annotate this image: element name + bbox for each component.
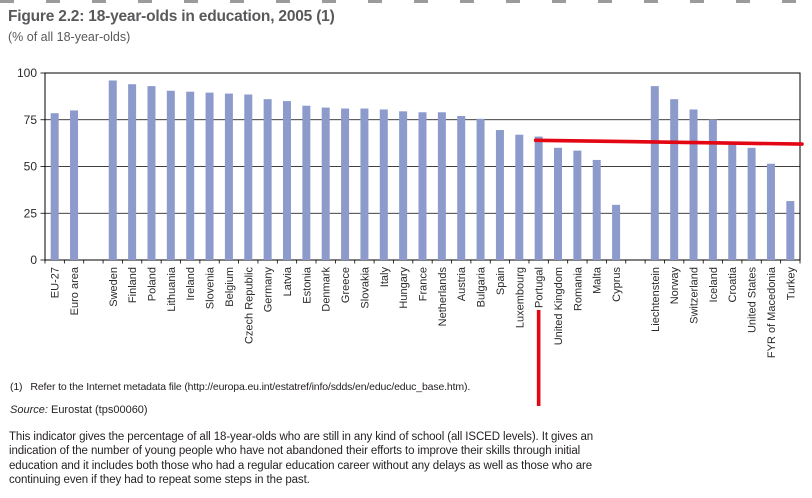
figure-subtitle: (% of all 18-year-olds) <box>8 30 131 44</box>
footnote <box>10 381 470 393</box>
x-axis-label: Iceland <box>707 267 720 303</box>
y-axis-label: 0 <box>30 253 37 267</box>
y-axis-label: 100 <box>16 66 37 80</box>
x-axis-label: EU-27 <box>49 267 62 299</box>
footnote-text: Refer to the Internet metadata file (http://europa.eu.int/estatref/info/sdds/en/educ/educ_base.htm). <box>30 381 471 393</box>
x-axis-label: Italy <box>378 267 391 288</box>
x-axis-label: Spain <box>494 267 507 296</box>
footnote-marker: (1) <box>10 381 23 393</box>
bar <box>419 112 427 260</box>
x-axis-label: Greece <box>340 267 353 304</box>
bar <box>573 151 581 260</box>
x-axis-label: Portugal <box>533 267 546 308</box>
x-axis-label: Turkey <box>785 267 798 301</box>
bar <box>128 84 136 260</box>
x-axis-label: Slovakia <box>359 267 372 309</box>
x-axis-label: Belgium <box>223 267 236 307</box>
description-line: indication of the number of young people who have not abandoned their efforts to improve their skills through initial <box>9 445 581 458</box>
bar <box>360 109 368 260</box>
bar <box>515 135 523 260</box>
bar <box>244 95 252 260</box>
bar <box>554 148 562 260</box>
x-axis-label: Estonia <box>301 267 314 304</box>
x-axis-label: Sweden <box>107 267 120 307</box>
bar <box>186 92 194 260</box>
bar <box>341 109 349 260</box>
bar <box>767 164 775 260</box>
x-axis-label: Ireland <box>185 267 198 301</box>
x-axis-label: Slovenia <box>204 267 217 310</box>
x-axis-label: Malta <box>591 267 604 294</box>
bar <box>457 116 465 260</box>
x-axis-label: FYR of Macedonia <box>765 267 778 359</box>
bar <box>496 130 504 260</box>
bar <box>477 119 485 260</box>
x-axis-label: Cyprus <box>611 267 624 302</box>
x-axis-label: Switzerland <box>688 267 701 324</box>
bar <box>709 120 717 260</box>
x-axis-label: Denmark <box>320 267 333 312</box>
x-axis-label: Liechtenstein <box>649 267 662 332</box>
bar <box>612 205 620 260</box>
x-axis-label: France <box>417 267 430 302</box>
bar <box>651 86 659 260</box>
bar <box>225 94 233 260</box>
x-axis-label: Hungary <box>398 267 411 309</box>
bar <box>167 91 175 260</box>
source-label: Source: <box>10 404 48 416</box>
bar <box>283 101 291 260</box>
x-axis-label: Czech Republic <box>243 267 256 345</box>
bar <box>748 148 756 260</box>
x-axis-label: Poland <box>146 267 159 302</box>
x-axis-label: Croatia <box>727 267 740 303</box>
bar <box>302 106 310 260</box>
source-value: Eurostat (tps00060) <box>47 404 148 416</box>
bar <box>70 110 78 260</box>
plot-frame <box>45 73 800 260</box>
x-axis-label: Euro area <box>69 267 82 316</box>
x-axis-label: United States <box>746 267 759 334</box>
y-axis-label: 50 <box>23 159 37 174</box>
bar <box>690 109 698 260</box>
x-axis-label: Romania <box>572 267 585 312</box>
figure-title: Figure 2.2: 18-year-olds in education, 2005 (1) <box>8 8 335 25</box>
description-line: continuing even if they had to repeat some steps in the past. <box>9 474 310 487</box>
bar <box>535 137 543 260</box>
y-axis-label: 25 <box>23 206 37 221</box>
bar <box>51 113 59 260</box>
bar <box>147 86 155 260</box>
description-line: education and it includes both those who had a regular education career without any delays as well as those who are <box>9 459 593 472</box>
description-line: This indicator gives the percentage of all 18-year-olds who are still in any kind of school (all ISCED levels). It gives an <box>9 431 594 443</box>
bar-chart <box>0 58 812 410</box>
x-axis-label: Austria <box>456 267 469 302</box>
source-line <box>10 404 148 416</box>
description <box>9 430 593 488</box>
red-trend-line <box>536 140 802 144</box>
y-axis-label: 75 <box>23 112 37 127</box>
bar <box>380 109 388 260</box>
top-dashed-divider <box>0 0 812 3</box>
bar <box>264 99 272 260</box>
x-axis-label: Netherlands <box>436 267 449 327</box>
bar <box>728 143 736 260</box>
x-axis-label: Norway <box>669 267 682 305</box>
x-axis-label: United Kingdom <box>553 267 566 346</box>
x-axis-label: Latvia <box>281 267 294 297</box>
x-axis-label: Bulgaria <box>475 267 488 308</box>
x-axis-label: Germany <box>262 267 275 313</box>
x-axis-label: Lithuania <box>165 267 178 312</box>
bar <box>322 108 330 260</box>
bar <box>786 201 794 260</box>
x-axis-label: Luxembourg <box>514 267 527 329</box>
bar <box>670 99 678 260</box>
bar <box>438 112 446 260</box>
bar <box>206 93 214 260</box>
bar <box>399 111 407 260</box>
bar <box>593 160 601 260</box>
bar <box>109 80 117 260</box>
x-axis-label: Finland <box>127 267 140 304</box>
